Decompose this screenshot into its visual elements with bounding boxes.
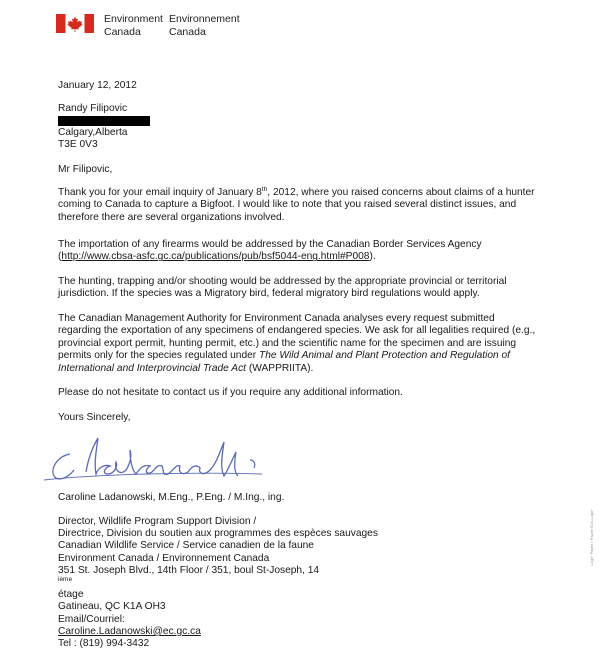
paragraph-firearms-part-1: The importation of any firearms would be addressed by the Canadian Border Services Agency ( [58, 239, 482, 263]
closing: Yours Sincerely, [58, 412, 131, 423]
signatory-name: Caroline Ladanowski, M.Eng., P.Eng. / M.Ing., ing. [58, 492, 285, 503]
date-ordinal-superscript: th [261, 186, 268, 193]
recipient-city: Calgary,Alberta [58, 127, 128, 138]
handwritten-signature [40, 430, 280, 486]
agency-fr-line-2: Canada [169, 25, 206, 38]
paper-logo-note: Logo* Paper / Papier Éco-Logo* [589, 509, 594, 566]
floor-ordinal-superscript: ième [58, 576, 73, 584]
cbsa-link[interactable]: http://www.cbsa-asfc.gc.ca/publications/pub/bsf5044-eng.html#P008 [61, 251, 370, 263]
signatory-details [58, 516, 378, 650]
salutation: Mr Filipovic, [58, 164, 113, 175]
agency-name-english [104, 13, 163, 38]
letter-date: January 12, 2012 [58, 80, 137, 91]
canada-flag-icon [56, 14, 94, 33]
paragraph-export-part-2: (WAPPRIITA). [246, 362, 314, 374]
paragraph-export-part-1: The Canadian Management Authority for Environment Canada analyses every request submitted regarding the exportation of any specimens of endangered species. We ask for all legalities required (e.g., provincial export permit, hunting permit, etc.) and the scientific name for the specimen and are issuing permits only for the species regulated under [58, 313, 536, 362]
paragraph-inquiry [58, 187, 538, 224]
email-link[interactable]: Caroline.Ladanowski@ec.gc.ca [58, 625, 201, 637]
telephone: Tel : (819) 994-3432 [58, 638, 150, 650]
paragraph-export [58, 313, 538, 375]
paragraph-firearms [58, 239, 538, 264]
email-label: Email/Courriel: [58, 613, 125, 625]
street-address [58, 565, 378, 602]
city-postal: Gatineau, QC K1A OH3 [58, 601, 166, 613]
agency-en-line-2: Canada [104, 25, 141, 38]
paragraph-hunting: The hunting, trapping and/or shooting would be addressed by the appropriate provincial or territorial jurisdiction. If the species was a Migratory bird, federal migratory bird regulations would apply. [58, 276, 507, 300]
street-address-part-2: étage [58, 589, 84, 601]
title-french: Directrice, Division du soutien aux programmes des espèces sauvages [58, 528, 378, 540]
agency-name-french [169, 13, 240, 38]
department-name: Environment Canada / Environnement Canada [58, 552, 270, 564]
paragraph-inquiry-part-1: Thank you for your email inquiry of January 8 [58, 187, 262, 198]
street-address-part-1: 351 St. Joseph Blvd., 14th Floor / 351, boul St-Joseph, 14 [58, 564, 320, 576]
recipient-name: Randy Filipovic [58, 103, 128, 114]
paragraph-firearms-part-2: ). [369, 251, 376, 263]
act-name: The Wild Animal and Plant Protection and Regulation of International and Interprovincial Trade Act [58, 350, 510, 374]
service-name: Canadian Wildlife Service / Service canadien de la faune [58, 540, 314, 552]
recipient-postal-code: T3E 0V3 [58, 139, 98, 150]
paragraph-inquiry-part-2: , 2012, where you raised concerns about claims of a hunter coming to Canada to capture a Bigfoot. I would like to note that you raised several distinct issues, and therefore there are several organizations involved. [58, 187, 535, 223]
title-english: Director, Wildlife Program Support Division / [58, 516, 257, 527]
agency-fr-line-1: Environnement [169, 13, 240, 25]
paragraph-contact: Please do not hesitate to contact us if you require any additional information. [58, 387, 403, 398]
agency-en-line-1: Environment [104, 13, 163, 25]
email-line [58, 614, 378, 638]
redacted-address-bar [58, 116, 150, 126]
